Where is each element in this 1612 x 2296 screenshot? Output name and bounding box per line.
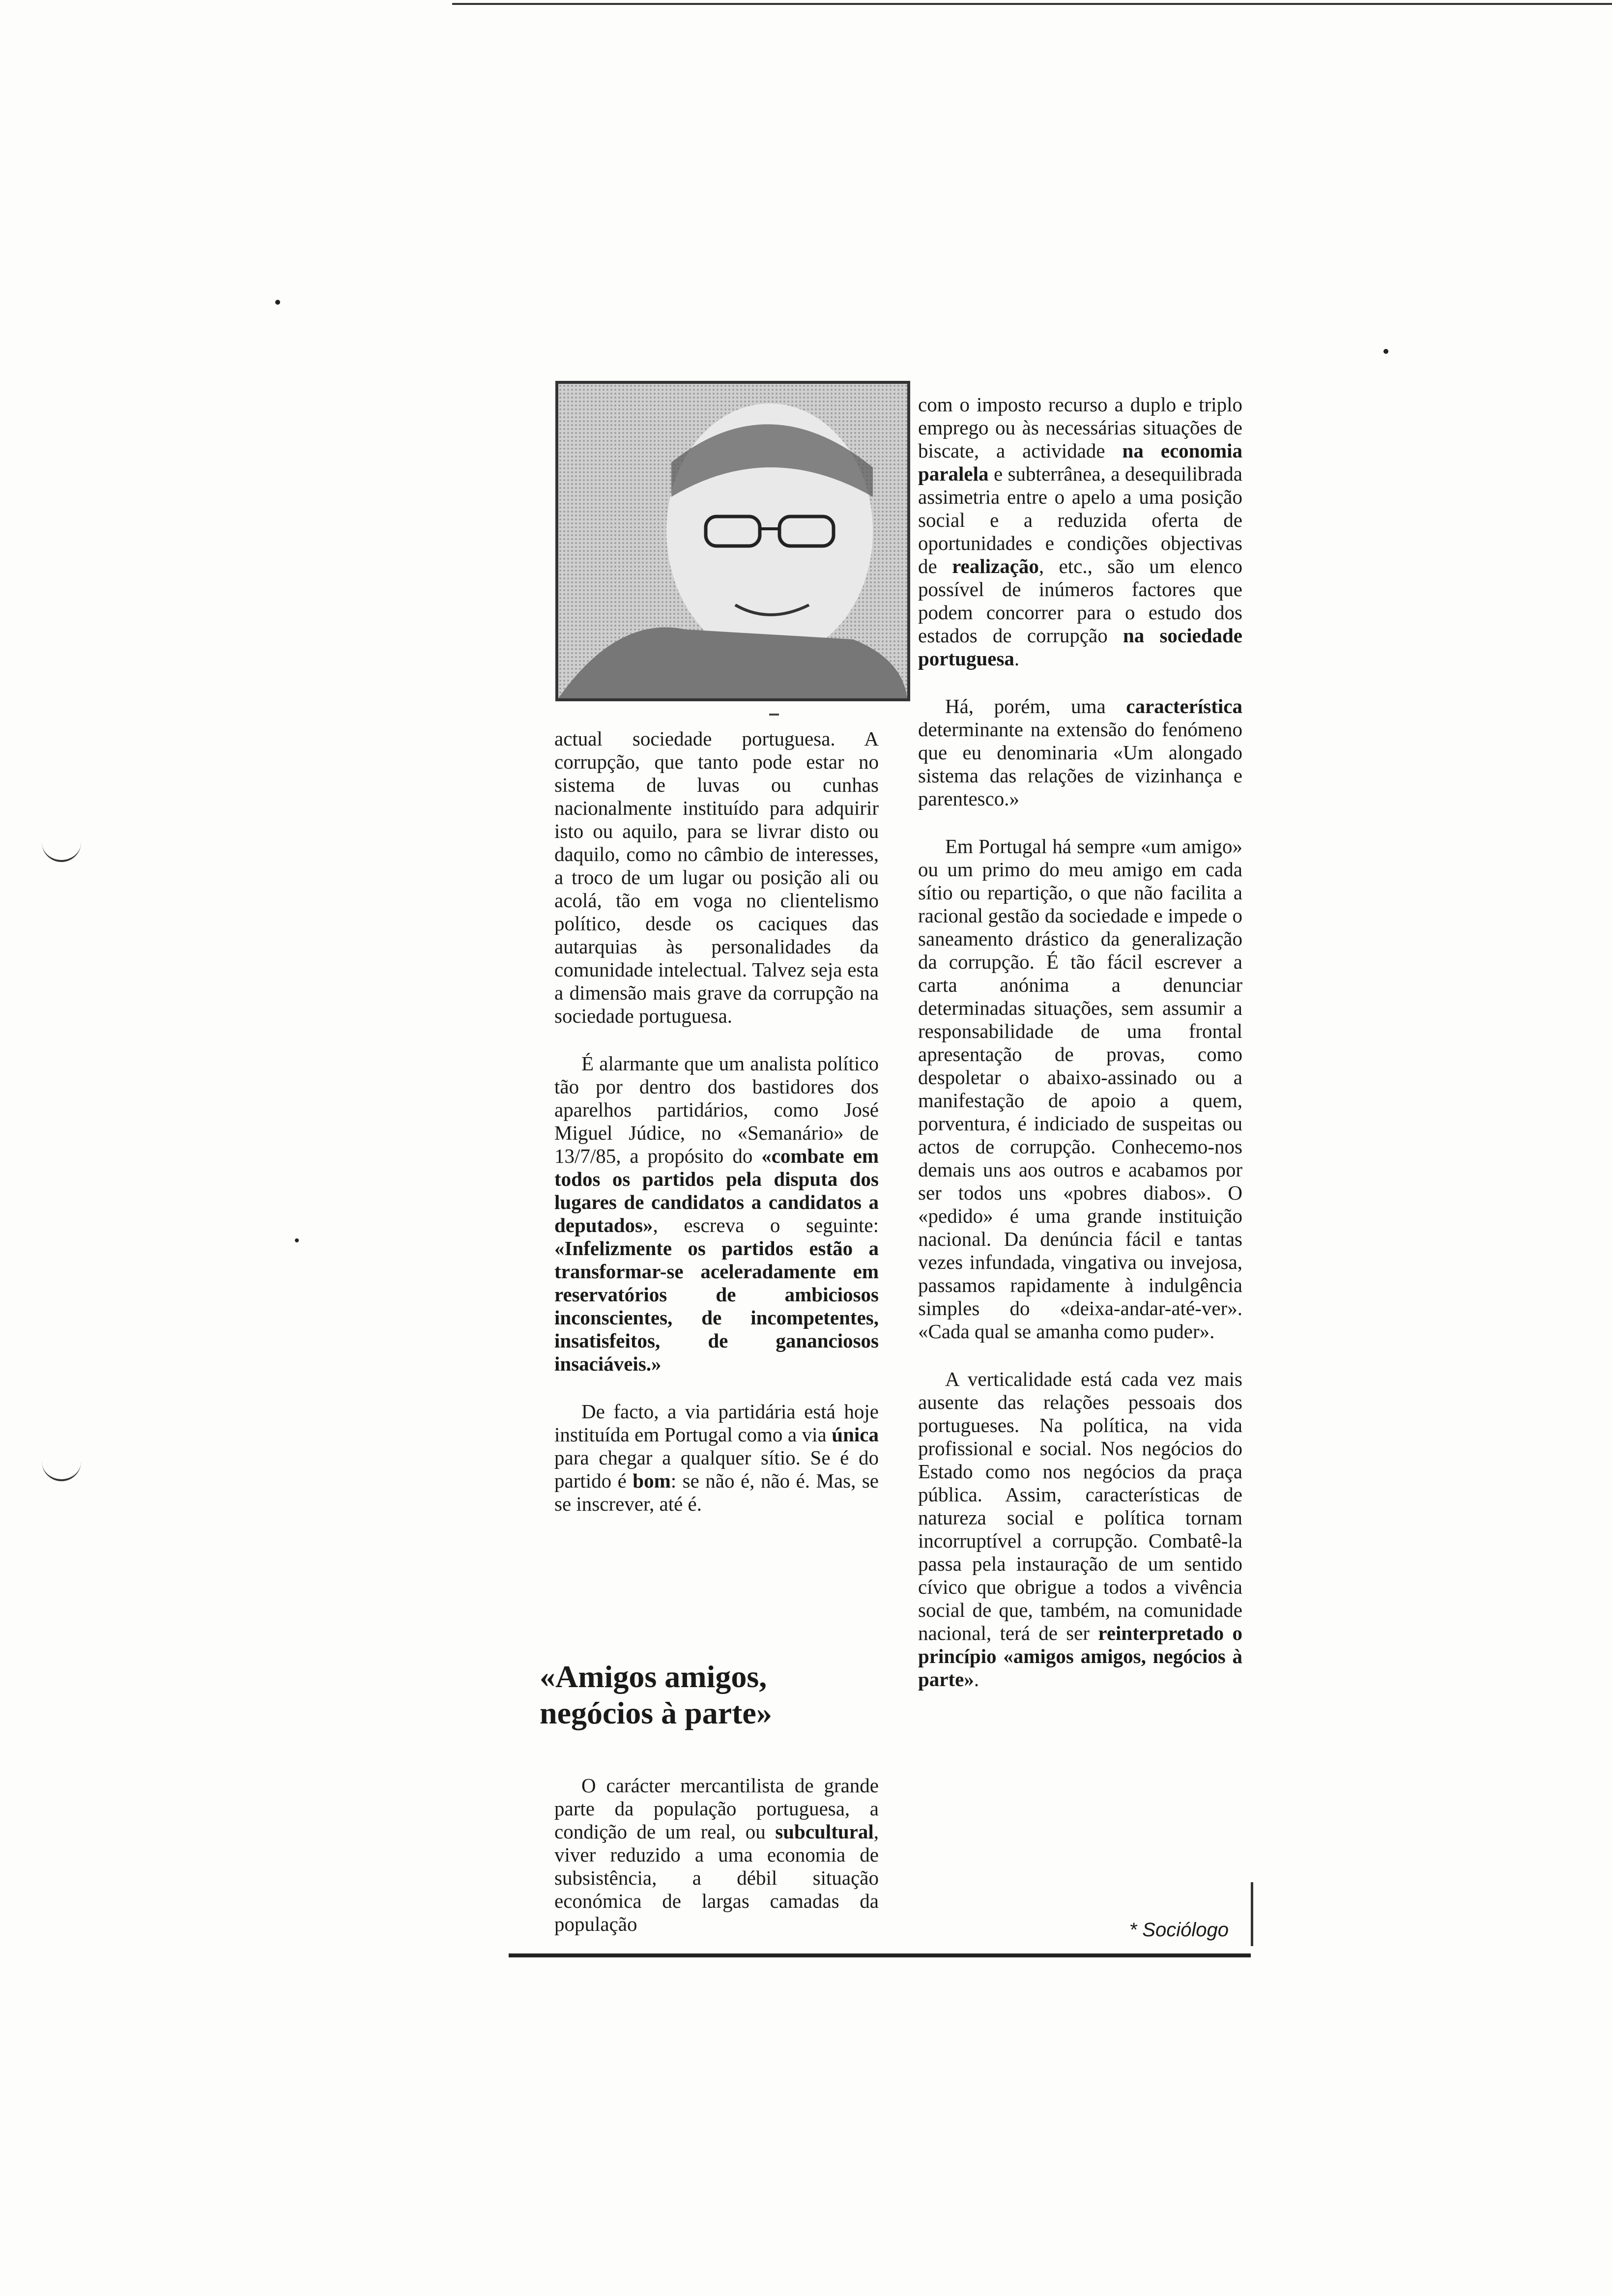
bold-text: na economia paralela [918,439,1243,485]
text-span: . [1014,647,1020,670]
text-span: . [974,1668,979,1691]
bold-quote: «combate em todos os partidos pela disputa dos lugares de candidatos a candidatos a deputados» [554,1145,879,1236]
bold-text: subcultural [775,1820,874,1843]
text-span: , etc., são um elenco possível de inúmeros factores que podem concorrer para o estudo dos estados de corrupção [918,555,1242,647]
left-paragraph-1: actual sociedade portuguesa. A corrupção, que tanto pode estar no sistema de luvas ou cunhas nacionalmente instituído para adquirir isto ou aquilo, para se livrar disto ou daquilo, como no câmbio de interesses, a troco de um lugar ou posição ali ou acolá, tão em voga no clientelismo político, desde os caciques das autarquias às personalidades da comunidade intelectual. Talvez seja esta a dimensão mais grave da corrupção na sociedade portuguesa. [554,727,879,1027]
article-column-right [918,393,1242,1716]
right-paragraph-4 [918,1368,1242,1691]
left-paragraph-3 [554,1400,879,1516]
bold-text: na sociedade portuguesa [918,624,1242,670]
bold-text: realização [952,555,1039,577]
article-bottom-rule [509,1953,1251,1957]
right-paragraph-2 [918,695,1242,810]
author-portrait-photo [555,381,910,701]
scan-speck [295,1238,299,1242]
text-span: A verticalidade está cada vez mais ausente das relações pessoais dos portugueses. Na política, na vida profissional e social. Nos negócios do Estado como nos negócios da praça pública. Assim, características de natureza social e política tornam incorruptível a corrupção. Combatê-la passa pela instauração de um sentido cívico que obrigue a todos a vivência social de que, também, na comunidade nacional, terá de ser [918,1368,1242,1644]
bold-text: bom [633,1469,671,1492]
portrait-halftone [558,384,907,698]
article-column-left [554,727,879,1540]
text-span: para chegar a qualquer sítio. Se é do partido é [554,1446,879,1492]
text-span: De facto, a via partidária está hoje instituída em Portugal como a via [554,1400,879,1446]
article-column-left-lower [554,1774,879,1960]
text-span: , escreva o seguinte: [653,1214,879,1236]
punch-hole-mark [42,1460,81,1481]
text-span: O carácter mercantilista de grande parte da população portuguesa, a condição de um real, ou [554,1774,879,1843]
bold-quote: «Infelizmente os partidos estão a transformar-se aceleradamente em reservatórios de ambiciosos inconscientes, de incompetentes, insatisfeitos, de gananciosos insaciáveis.» [554,1237,879,1375]
column-separator-dash [769,714,779,716]
bold-text: reinterpretado o princípio «amigos amigos, negócios à parte» [918,1622,1242,1691]
text-span: com o imposto recurso a duplo e triplo emprego ou às necessárias situações de biscate, a actividade [918,393,1242,462]
punch-hole-mark [42,840,81,862]
text-span: : se não é, não é. Mas, se se inscrever, até é. [554,1469,879,1515]
left-lower-paragraph-1 [554,1774,879,1936]
section-headline: «Amigos amigos, negócios à parte» [540,1659,772,1730]
bold-text: única [832,1423,879,1446]
text-span: , viver reduzido a uma economia de subsistência, a débil situação económica de largas camadas da população [554,1820,879,1935]
text-span: determinante na extensão do fenómeno que eu denominaria «Um alongado sistema das relações de vizinhança e parentesco.» [918,718,1242,810]
bold-text: característica [1126,695,1242,718]
scan-top-edge-line [452,3,1612,5]
author-signature: * Sociólogo [1129,1919,1229,1941]
scan-speck [275,300,280,305]
right-paragraph-1 [918,393,1242,670]
left-paragraph-2 [554,1052,879,1376]
right-paragraph-3: Em Portugal há sempre «um amigo» ou um primo do meu amigo em cada sítio ou repartição, o que não facilita a racional gestão da sociedade e impede o saneamento drástico da generalização da corrupção. É tão fácil escrever a carta anónima a denunciar determinadas situações, sem assumir a responsabilidade de uma frontal apresentação de provas, como despoletar o abaixo-assinado ou a manifestação de apoio a quem, porventura, é indiciado de suspeitas ou actos de corrupção. Conhecemo-nos demais uns aos outros e acabamos por ser todos uns «pobres diabos». O «pedido» é uma grande instituição nacional. Da denúncia fácil e tantas vezes infundada, vingativa ou invejosa, passamos rapidamente à indulgência simples do «deixa-andar-até-ver». «Cada qual se amanha como puder». [918,835,1242,1343]
scan-speck [1383,349,1388,354]
text-span: É alarmante que um analista político tão por dentro dos bastidores dos aparelhos partidários, como José Miguel Júdice, no «Semanário» de 13/7/85, a propósito do [554,1052,879,1167]
text-span: e subterrânea, a desequilibrada assimetria entre o apelo a uma posição social e a reduzida oferta de oportunidades e condições objectivas de [918,462,1242,577]
text-span: Há, porém, uma [945,695,1126,718]
column-end-rule [1251,1882,1253,1946]
